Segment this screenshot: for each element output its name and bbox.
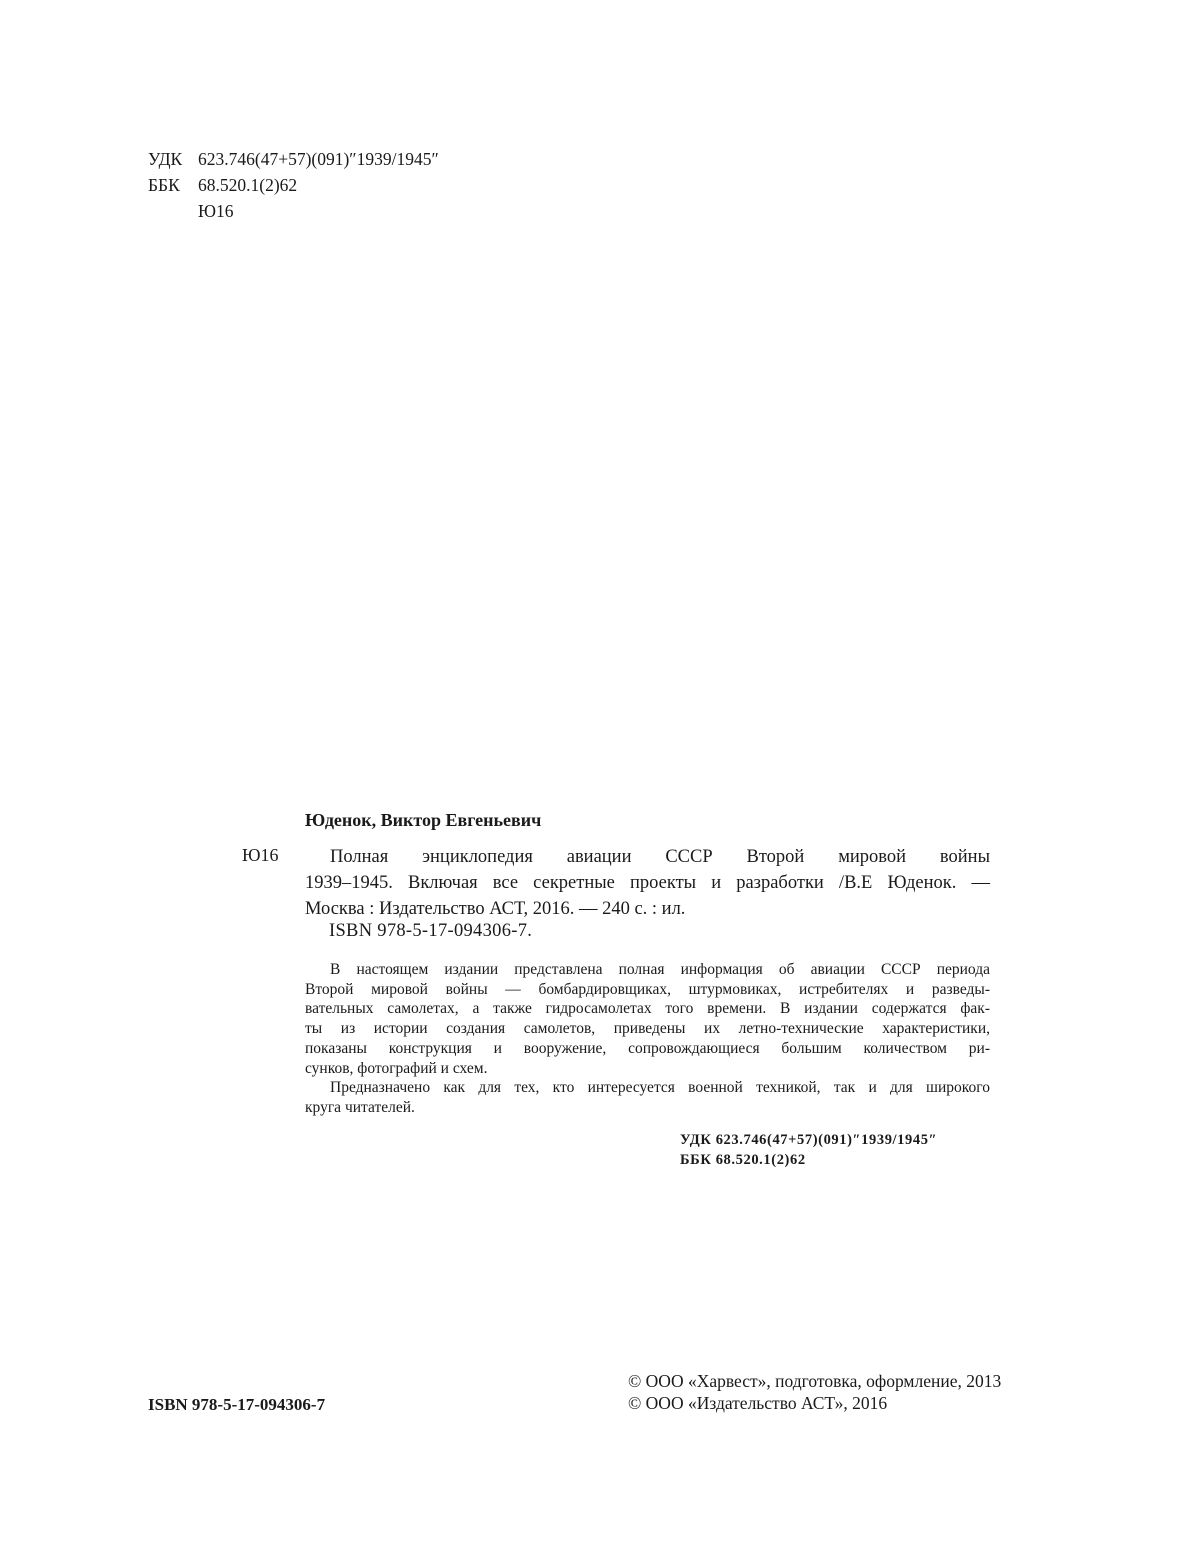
annotation-line: вательных самолетах, а также гидросамолетах того времени. В издании содержатся фак- bbox=[305, 1000, 990, 1018]
annotation bbox=[305, 960, 990, 1118]
udk-value: 623.746(47+57)(091)″1939/1945″ bbox=[198, 149, 439, 169]
cutter-row bbox=[148, 198, 439, 224]
bibliographic-line: 1939–1945. Включая все секретные проекты и разработки /В.Е Юденок. — bbox=[305, 873, 990, 893]
bibliographic-description bbox=[305, 844, 990, 922]
udk-row bbox=[148, 146, 439, 172]
author-name: Юденок, Виктор Евгеньевич bbox=[305, 810, 542, 830]
udk-label: УДК bbox=[148, 149, 183, 169]
annotation-paragraph bbox=[305, 1078, 990, 1117]
annotation-line: Предназначено как для тех, кто интересуется военной техникой, так и для широкого bbox=[330, 1079, 990, 1097]
annotation-line: Второй мировой войны — бомбардировщиках, штурмовиках, истребителях и разведы- bbox=[305, 980, 990, 998]
bbk-code: ББК 68.520.1(2)62 bbox=[680, 1152, 806, 1168]
copyright-line: © ООО «Издательство АСТ», 2016 bbox=[628, 1393, 888, 1413]
bbk-row bbox=[148, 172, 439, 198]
bbk-value: 68.520.1(2)62 bbox=[198, 175, 298, 195]
annotation-line: ты из истории создания самолетов, приведены их летно-технические характеристики, bbox=[305, 1020, 990, 1038]
annotation-paragraph bbox=[305, 960, 990, 1078]
annotation-line: сунков, фотографий и схем. bbox=[305, 1059, 488, 1077]
bbk-label: ББК bbox=[148, 175, 180, 195]
udk-code: УДК 623.746(47+57)(091)″1939/1945″ bbox=[680, 1132, 938, 1148]
cutter-mark: Ю16 bbox=[242, 845, 279, 865]
isbn-bottom: ISBN 978-5-17-094306-7 bbox=[148, 1395, 326, 1414]
annotation-line: круга читателей. bbox=[305, 1098, 415, 1116]
index-codes bbox=[680, 1130, 937, 1170]
isbn-line: ISBN 978-5-17-094306-7. bbox=[329, 921, 533, 941]
top-classification-codes bbox=[148, 146, 439, 224]
copyright-line: © ООО «Харвест», подготовка, оформление, 2013 bbox=[628, 1371, 1002, 1391]
bibliographic-line: Полная энциклопедия авиации СССР Второй мировой войны bbox=[330, 847, 990, 867]
cutter-value: Ю16 bbox=[198, 201, 234, 221]
annotation-line: показаны конструкция и вооружение, сопровождающиеся большим количеством ри- bbox=[305, 1039, 990, 1057]
bibliographic-line: Москва : Издательство АСТ, 2016. — 240 с. : ил. bbox=[305, 899, 686, 919]
copyright-block bbox=[628, 1370, 1001, 1414]
annotation-line: В настоящем издании представлена полная информация об авиации СССР периода bbox=[330, 961, 990, 978]
